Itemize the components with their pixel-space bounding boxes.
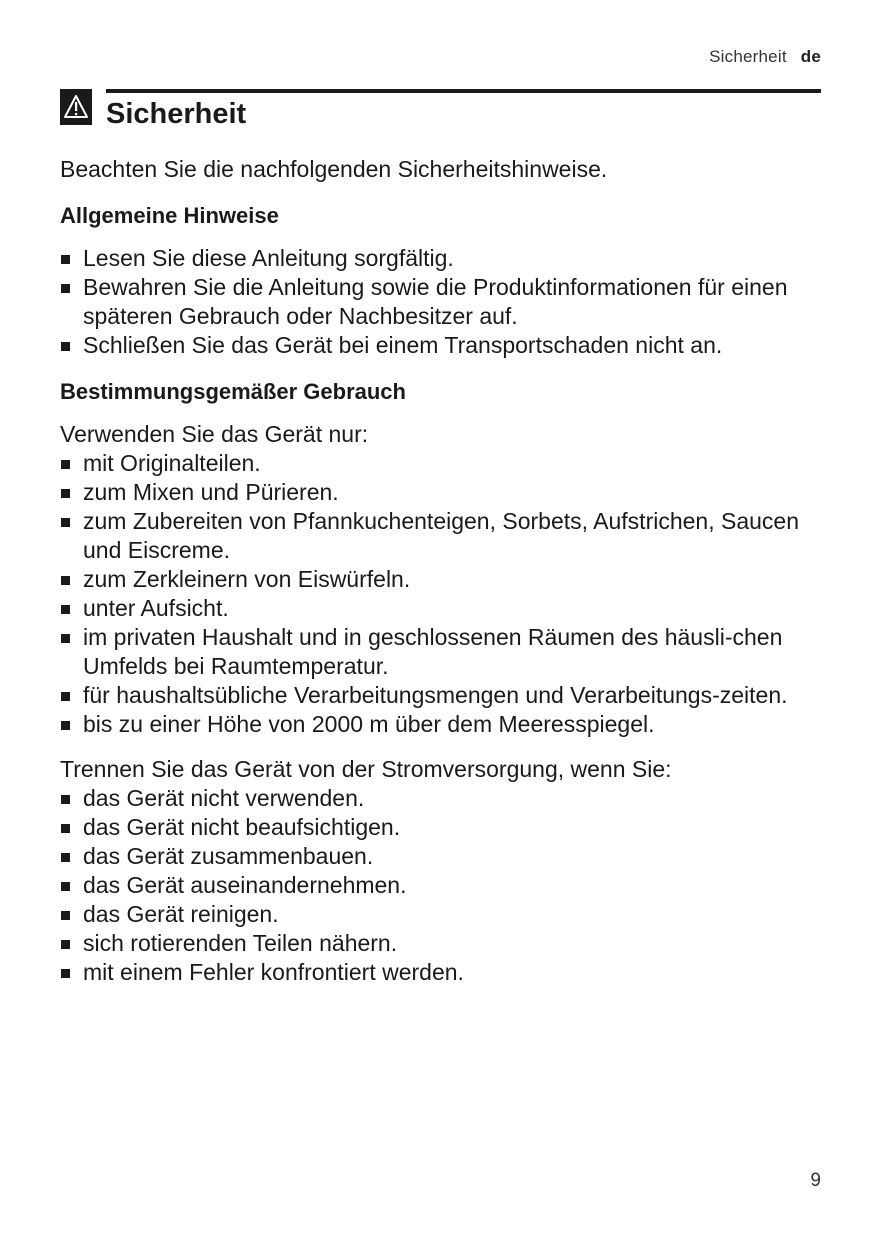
bullet-square-icon [61,969,70,978]
list-item: zum Zerkleinern von Eiswürfeln. [60,565,830,594]
bullet-square-icon [61,940,70,949]
intended-use-list [60,449,830,739]
list-item: Lesen Sie diese Anleitung sorgfältig. [60,244,830,273]
bullet-square-icon [61,911,70,920]
bullet-square-icon [61,795,70,804]
list-item: Bewahren Sie die Anleitung sowie die Produktinformationen für einen späteren Gebrauch oder Nachbesitzer auf. [60,273,830,331]
list-item: zum Mixen und Pürieren. [60,478,830,507]
list-item: das Gerät reinigen. [60,900,830,929]
bullet-square-icon [61,721,70,730]
running-header-section: Sicherheit [709,47,787,66]
bullet-square-icon [61,882,70,891]
bullet-square-icon [61,518,70,527]
bullet-square-icon [61,605,70,614]
bullet-square-icon [61,489,70,498]
intended-use-lead: Verwenden Sie das Gerät nur: [60,421,369,447]
intro-text: Beachten Sie die nachfolgenden Sicherheitshinweise. [60,156,608,182]
list-item: das Gerät nicht verwenden. [60,784,830,813]
list-item: mit Originalteilen. [60,449,830,478]
list-item: zum Zubereiten von Pfannkuchenteigen, Sorbets, Aufstrichen, Saucen und Eiscreme. [60,507,830,565]
bullet-square-icon [61,255,70,264]
intended-use-heading: Bestimmungsgemäßer Gebrauch [60,379,406,404]
list-item: unter Aufsicht. [60,594,830,623]
bullet-square-icon [61,284,70,293]
list-item: bis zu einer Höhe von 2000 m über dem Meeresspiegel. [60,710,830,739]
list-item: für haushaltsübliche Verarbeitungsmengen und Verarbeitungs-zeiten. [60,681,830,710]
section-title: Sicherheit [106,98,247,130]
bullet-square-icon [61,692,70,701]
list-item: Schließen Sie das Gerät bei einem Transportschaden nicht an. [60,331,830,360]
list-item: im privaten Haushalt und in geschlossenen Räumen des häusli-chen Umfelds bei Raumtemperatur. [60,623,830,681]
general-notes-heading: Allgemeine Hinweise [60,203,279,228]
bullet-square-icon [61,824,70,833]
list-item: das Gerät zusammenbauen. [60,842,830,871]
title-rule [106,89,821,93]
general-notes-list [60,244,830,360]
running-header [709,47,821,67]
list-item: das Gerät nicht beaufsichtigen. [60,813,830,842]
list-item: mit einem Fehler konfrontiert werden. [60,958,830,987]
bullet-square-icon [61,342,70,351]
disconnect-lead: Trennen Sie das Gerät von der Stromversorgung, wenn Sie: [60,756,672,782]
warning-icon [60,89,92,125]
language-code: de [800,47,821,66]
bullet-square-icon [61,576,70,585]
list-item: sich rotierenden Teilen nähern. [60,929,830,958]
page-number: 9 [810,1170,821,1191]
list-item: das Gerät auseinandernehmen. [60,871,830,900]
disconnect-list [60,784,830,987]
bullet-square-icon [61,853,70,862]
bullet-square-icon [61,634,70,643]
bullet-square-icon [61,460,70,469]
safety-content [60,150,830,987]
